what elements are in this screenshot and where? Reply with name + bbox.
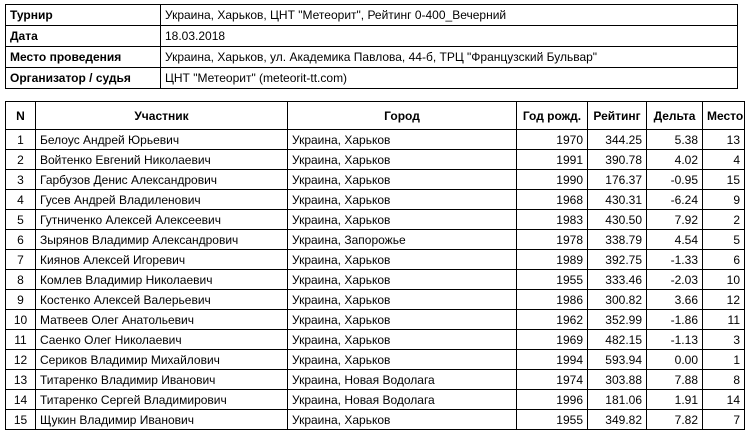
cell-city: Украина, Харьков [288,330,517,350]
cell-birth-year: 1970 [517,130,588,150]
cell-number: 4 [6,190,36,210]
info-label: Место проведения [6,47,161,68]
cell-delta: 4.02 [647,150,703,170]
cell-participant: Гутниченко Алексей Алексеевич [36,210,288,230]
cell-number: 9 [6,290,36,310]
cell-place: 4 [703,150,745,170]
cell-city: Украина, Харьков [288,410,517,430]
cell-place: 2 [703,210,745,230]
cell-participant: Саенко Олег Николаевич [36,330,288,350]
cell-rating: 390.78 [588,150,647,170]
cell-city: Украина, Харьков [288,270,517,290]
cell-delta: -6.24 [647,190,703,210]
table-row [6,290,745,310]
table-row [6,190,745,210]
info-value: Украина, Харьков, ул. Академика Павлова, 44-б, ТРЦ "Французский Бульвар" [161,47,738,68]
cell-delta: 4.54 [647,230,703,250]
column-header-birth-year: Год рожд. [517,102,588,130]
cell-rating: 303.88 [588,370,647,390]
cell-birth-year: 1962 [517,310,588,330]
cell-number: 12 [6,350,36,370]
info-row [6,47,738,68]
cell-number: 10 [6,310,36,330]
cell-place: 15 [703,170,745,190]
table-row [6,370,745,390]
cell-city: Украина, Харьков [288,290,517,310]
results-table [5,101,745,430]
tournament-info-table [5,4,738,89]
cell-city: Украина, Харьков [288,210,517,230]
info-value: ЦНТ "Метеорит" (meteorit-tt.com) [161,68,738,89]
cell-birth-year: 1996 [517,390,588,410]
cell-number: 13 [6,370,36,390]
cell-delta: 0.00 [647,350,703,370]
cell-number: 8 [6,270,36,290]
cell-number: 5 [6,210,36,230]
cell-delta: -1.86 [647,310,703,330]
cell-delta: -1.33 [647,250,703,270]
cell-rating: 333.46 [588,270,647,290]
cell-city: Украина, Харьков [288,150,517,170]
cell-city: Украина, Харьков [288,130,517,150]
column-header-participant: Участник [36,102,288,130]
info-value: 18.03.2018 [161,26,738,47]
cell-place: 7 [703,410,745,430]
info-row [6,5,738,26]
cell-delta: -0.95 [647,170,703,190]
cell-delta: 1.91 [647,390,703,410]
cell-place: 9 [703,190,745,210]
cell-birth-year: 1969 [517,330,588,350]
table-row [6,210,745,230]
cell-rating: 430.31 [588,190,647,210]
cell-birth-year: 1974 [517,370,588,390]
cell-participant: Титаренко Сергей Владимирович [36,390,288,410]
header-row [6,102,745,130]
table-row [6,410,745,430]
cell-delta: 7.88 [647,370,703,390]
cell-number: 15 [6,410,36,430]
cell-birth-year: 1983 [517,210,588,230]
cell-delta: 5.38 [647,130,703,150]
table-row [6,170,745,190]
table-row [6,310,745,330]
cell-city: Украина, Новая Водолага [288,390,517,410]
cell-delta: 3.66 [647,290,703,310]
cell-place: 11 [703,310,745,330]
info-label: Дата [6,26,161,47]
cell-number: 7 [6,250,36,270]
info-label: Турнир [6,5,161,26]
cell-rating: 176.37 [588,170,647,190]
cell-birth-year: 1978 [517,230,588,250]
cell-place: 5 [703,230,745,250]
cell-birth-year: 1955 [517,410,588,430]
table-row [6,330,745,350]
column-header-delta: Дельта [647,102,703,130]
column-header-city: Город [288,102,517,130]
cell-city: Украина, Харьков [288,250,517,270]
cell-number: 6 [6,230,36,250]
cell-participant: Костенко Алексей Валерьевич [36,290,288,310]
info-value: Украина, Харьков, ЦНТ "Метеорит", Рейтинг 0-400_Вечерний [161,5,738,26]
cell-rating: 430.50 [588,210,647,230]
table-row [6,250,745,270]
cell-participant: Гарбузов Денис Александрович [36,170,288,190]
cell-delta: -2.03 [647,270,703,290]
cell-place: 13 [703,130,745,150]
cell-birth-year: 1989 [517,250,588,270]
info-row [6,26,738,47]
cell-participant: Матвеев Олег Анатольевич [36,310,288,330]
cell-city: Украина, Харьков [288,170,517,190]
cell-participant: Гусев Андрей Владиленович [36,190,288,210]
cell-city: Украина, Харьков [288,350,517,370]
cell-participant: Белоус Андрей Юрьевич [36,130,288,150]
cell-participant: Комлев Владимир Николаевич [36,270,288,290]
cell-rating: 392.75 [588,250,647,270]
cell-number: 1 [6,130,36,150]
cell-place: 10 [703,270,745,290]
table-row [6,270,745,290]
table-row [6,150,745,170]
cell-birth-year: 1955 [517,270,588,290]
cell-number: 14 [6,390,36,410]
cell-place: 8 [703,370,745,390]
cell-city: Украина, Запорожье [288,230,517,250]
table-row [6,390,745,410]
column-header-rating: Рейтинг [588,102,647,130]
results-body [6,130,745,430]
cell-rating: 300.82 [588,290,647,310]
cell-number: 2 [6,150,36,170]
cell-city: Украина, Харьков [288,190,517,210]
info-label: Организатор / судья [6,68,161,89]
cell-city: Украина, Новая Водолага [288,370,517,390]
cell-participant: Щукин Владимир Иванович [36,410,288,430]
cell-rating: 349.82 [588,410,647,430]
info-row [6,68,738,89]
cell-delta: 7.82 [647,410,703,430]
cell-participant: Войтенко Евгений Николаевич [36,150,288,170]
cell-birth-year: 1990 [517,170,588,190]
cell-participant: Титаренко Владимир Иванович [36,370,288,390]
cell-participant: Зырянов Владимир Александрович [36,230,288,250]
cell-number: 11 [6,330,36,350]
cell-place: 14 [703,390,745,410]
cell-birth-year: 1968 [517,190,588,210]
cell-participant: Сериков Владимир Михайлович [36,350,288,370]
cell-place: 12 [703,290,745,310]
cell-rating: 338.79 [588,230,647,250]
cell-participant: Киянов Алексей Игоревич [36,250,288,270]
table-row [6,230,745,250]
cell-delta: -1.13 [647,330,703,350]
table-row [6,350,745,370]
column-header-number: N [6,102,36,130]
cell-city: Украина, Харьков [288,310,517,330]
cell-rating: 593.94 [588,350,647,370]
cell-rating: 344.25 [588,130,647,150]
cell-rating: 352.99 [588,310,647,330]
column-header-place: Место [703,102,745,130]
cell-place: 1 [703,350,745,370]
table-row [6,130,745,150]
cell-place: 3 [703,330,745,350]
cell-birth-year: 1991 [517,150,588,170]
cell-number: 3 [6,170,36,190]
cell-delta: 7.92 [647,210,703,230]
cell-birth-year: 1986 [517,290,588,310]
cell-rating: 482.15 [588,330,647,350]
cell-birth-year: 1994 [517,350,588,370]
cell-rating: 181.06 [588,390,647,410]
cell-place: 6 [703,250,745,270]
